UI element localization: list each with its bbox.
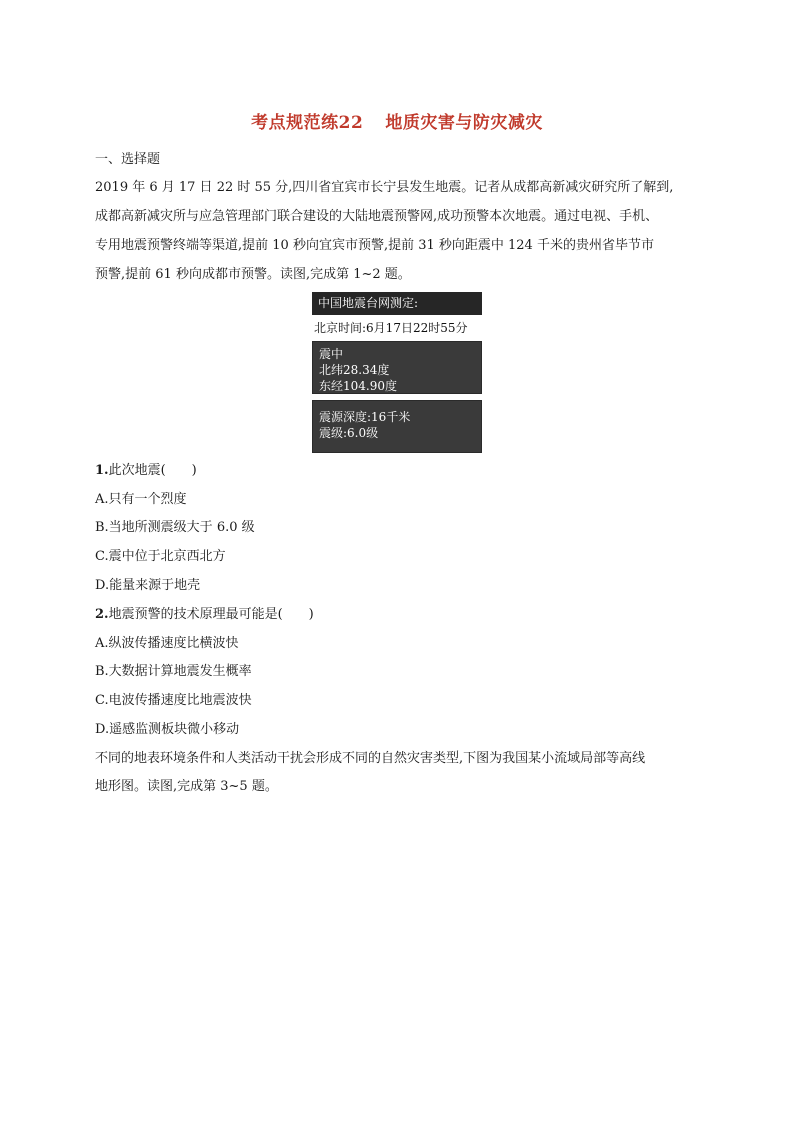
intro1-line-1: 2019 年 6 月 17 日 22 时 55 分,四川省宜宾市长宁县发生地震。记者从成都高新减灾研究所了解到,: [95, 180, 674, 195]
question-1-option-d: D.能量来源于地壳: [95, 578, 201, 593]
intro2-line-2: 地形图。读图,完成第 3~5 题。: [95, 779, 278, 794]
question-1-number: 1.: [95, 463, 109, 478]
figure-time: 北京时间:6月17日22时55分: [314, 321, 468, 335]
page-title: [0, 108, 794, 133]
question-2-text: 地震预警的技术原理最可能是( ): [108, 607, 314, 622]
question-1-option-a: A.只有一个烈度: [95, 492, 187, 507]
question-2-option-b: B.大数据计算地震发生概率: [95, 664, 252, 679]
title-topic: 地质灾害与防灾减灾: [385, 113, 543, 133]
question-1-text: 此次地震( ): [108, 463, 197, 478]
question-1-stem: [95, 461, 197, 481]
focal-depth: 震源深度:16千米: [319, 410, 411, 424]
intro1-line-3: 专用地震预警终端等渠道,提前 10 秒向宜宾市预警,提前 31 秒向距震中 124 千米的贵州省毕节市: [95, 238, 654, 253]
question-2-number: 2.: [95, 607, 109, 622]
question-2-option-a: A.纵波传播速度比横波快: [95, 636, 239, 651]
earthquake-info-figure: [312, 292, 482, 453]
title-code: 考点规范练22: [251, 113, 364, 133]
section-heading: 一、选择题: [95, 152, 161, 167]
epicenter-longitude: 东经104.90度: [319, 379, 397, 393]
question-2-option-d: D.遥感监测板块微小移动: [95, 722, 240, 737]
question-1-option-c: C.震中位于北京西北方: [95, 549, 226, 564]
epicenter-latitude: 北纬28.34度: [319, 363, 390, 377]
epicenter-box: [312, 341, 482, 394]
question-2-option-c: C.电波传播速度比地震波快: [95, 693, 252, 708]
epicenter-label: 震中: [319, 347, 344, 361]
question-1-option-b: B.当地所测震级大于 6.0 级: [95, 520, 255, 535]
magnitude: 震级:6.0级: [319, 426, 379, 440]
intro1-line-4: 预警,提前 61 秒向成都市预警。读图,完成第 1~2 题。: [95, 267, 411, 282]
depth-magnitude-box: [312, 400, 482, 453]
intro1-line-2: 成都高新减灾所与应急管理部门联合建设的大陆地震预警网,成功预警本次地震。通过电视、手机、: [95, 209, 659, 224]
figure-header: 中国地震台网测定:: [312, 292, 482, 315]
question-2-stem: [95, 605, 314, 625]
intro2-line-1: 不同的地表环境条件和人类活动干扰会形成不同的自然灾害类型,下图为我国某小流域局部等高线: [95, 751, 646, 766]
